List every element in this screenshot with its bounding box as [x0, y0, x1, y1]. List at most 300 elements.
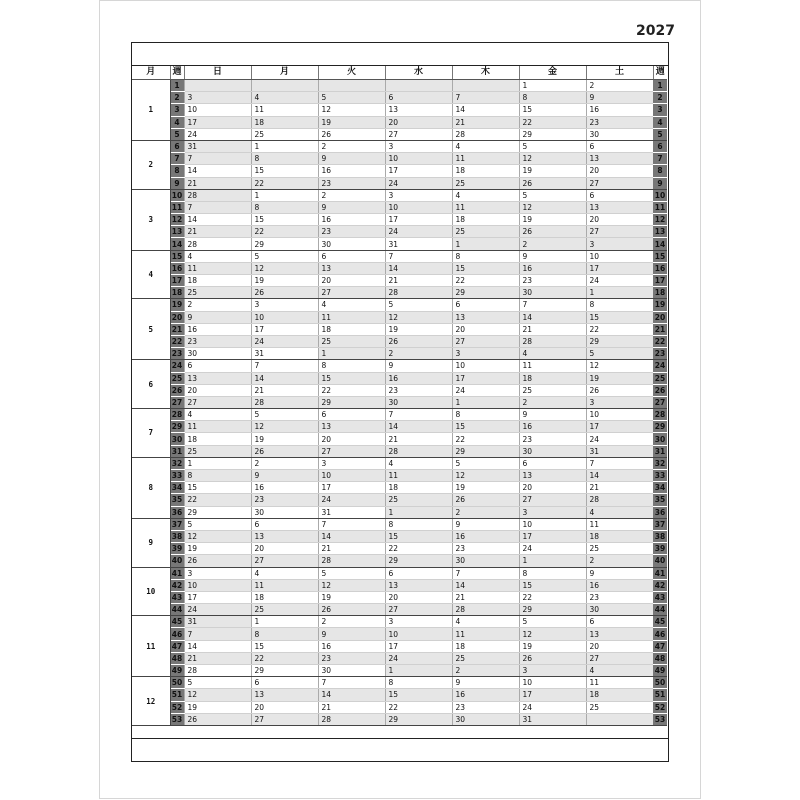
day-cell[interactable]: 1 — [452, 238, 519, 250]
day-cell[interactable]: 26 — [519, 226, 586, 238]
day-cell[interactable]: 15 — [385, 689, 452, 701]
day-cell[interactable]: 21 — [251, 384, 318, 396]
day-cell[interactable]: 21 — [452, 591, 519, 603]
day-cell[interactable]: 3 — [519, 506, 586, 518]
day-cell[interactable]: 31 — [586, 445, 653, 457]
day-cell[interactable]: 14 — [586, 470, 653, 482]
day-cell[interactable]: 5 — [251, 409, 318, 421]
day-cell[interactable]: 29 — [184, 506, 251, 518]
day-cell[interactable]: 20 — [586, 214, 653, 226]
day-cell[interactable]: 8 — [452, 409, 519, 421]
day-cell[interactable]: 5 — [519, 140, 586, 152]
day-cell[interactable]: 4 — [251, 567, 318, 579]
day-cell[interactable]: 26 — [251, 287, 318, 299]
day-cell[interactable]: 6 — [385, 92, 452, 104]
day-cell[interactable]: 13 — [385, 104, 452, 116]
day-cell[interactable]: 25 — [452, 226, 519, 238]
day-cell[interactable]: 2 — [519, 238, 586, 250]
day-cell[interactable]: 6 — [318, 409, 385, 421]
day-cell[interactable]: 28 — [586, 494, 653, 506]
day-cell[interactable]: 21 — [586, 482, 653, 494]
day-cell[interactable]: 1 — [586, 287, 653, 299]
day-cell[interactable]: 2 — [586, 80, 653, 92]
day-cell[interactable]: 1 — [251, 616, 318, 628]
day-cell[interactable]: 30 — [586, 604, 653, 616]
day-cell[interactable]: 28 — [452, 128, 519, 140]
day-cell[interactable]: 2 — [586, 555, 653, 567]
day-cell[interactable]: 20 — [251, 543, 318, 555]
day-cell[interactable]: 6 — [519, 457, 586, 469]
day-cell[interactable]: 3 — [452, 348, 519, 360]
day-cell[interactable]: 14 — [251, 372, 318, 384]
day-cell[interactable]: 7 — [251, 360, 318, 372]
day-cell[interactable]: 28 — [184, 665, 251, 677]
day-cell[interactable]: 21 — [385, 275, 452, 287]
day-cell[interactable]: 22 — [251, 226, 318, 238]
day-cell[interactable]: 3 — [184, 92, 251, 104]
day-cell[interactable]: 16 — [519, 262, 586, 274]
day-cell[interactable] — [318, 80, 385, 92]
day-cell[interactable] — [385, 80, 452, 92]
day-cell[interactable]: 5 — [385, 299, 452, 311]
day-cell[interactable] — [586, 713, 653, 725]
day-cell[interactable]: 28 — [184, 189, 251, 201]
day-cell[interactable]: 23 — [519, 433, 586, 445]
day-cell[interactable]: 16 — [318, 640, 385, 652]
day-cell[interactable]: 7 — [385, 250, 452, 262]
day-cell[interactable]: 27 — [318, 287, 385, 299]
day-cell[interactable]: 24 — [519, 701, 586, 713]
day-cell[interactable]: 26 — [318, 128, 385, 140]
day-cell[interactable]: 16 — [184, 323, 251, 335]
day-cell[interactable]: 13 — [586, 201, 653, 213]
day-cell[interactable]: 30 — [385, 396, 452, 408]
day-cell[interactable]: 20 — [452, 323, 519, 335]
day-cell[interactable]: 26 — [452, 494, 519, 506]
day-cell[interactable]: 18 — [452, 165, 519, 177]
day-cell[interactable] — [251, 80, 318, 92]
day-cell[interactable]: 4 — [184, 250, 251, 262]
day-cell[interactable]: 14 — [385, 421, 452, 433]
day-cell[interactable]: 22 — [452, 275, 519, 287]
day-cell[interactable]: 1 — [385, 665, 452, 677]
day-cell[interactable]: 11 — [452, 201, 519, 213]
day-cell[interactable]: 17 — [184, 591, 251, 603]
day-cell[interactable]: 27 — [586, 652, 653, 664]
day-cell[interactable]: 31 — [385, 238, 452, 250]
day-cell[interactable]: 23 — [385, 384, 452, 396]
day-cell[interactable]: 24 — [184, 128, 251, 140]
day-cell[interactable]: 2 — [318, 140, 385, 152]
day-cell[interactable]: 12 — [586, 360, 653, 372]
day-cell[interactable]: 23 — [452, 543, 519, 555]
day-cell[interactable]: 9 — [184, 311, 251, 323]
day-cell[interactable]: 31 — [318, 506, 385, 518]
day-cell[interactable]: 17 — [385, 640, 452, 652]
day-cell[interactable]: 10 — [385, 628, 452, 640]
day-cell[interactable]: 22 — [519, 591, 586, 603]
day-cell[interactable]: 20 — [184, 384, 251, 396]
day-cell[interactable]: 30 — [251, 506, 318, 518]
day-cell[interactable]: 24 — [318, 494, 385, 506]
day-cell[interactable]: 27 — [251, 713, 318, 725]
day-cell[interactable]: 9 — [318, 628, 385, 640]
day-cell[interactable]: 10 — [385, 153, 452, 165]
day-cell[interactable]: 9 — [586, 92, 653, 104]
day-cell[interactable]: 5 — [184, 518, 251, 530]
day-cell[interactable]: 16 — [385, 372, 452, 384]
day-cell[interactable]: 19 — [318, 116, 385, 128]
day-cell[interactable]: 16 — [586, 104, 653, 116]
day-cell[interactable]: 18 — [519, 372, 586, 384]
day-cell[interactable]: 29 — [318, 396, 385, 408]
day-cell[interactable]: 12 — [385, 311, 452, 323]
day-cell[interactable]: 13 — [586, 628, 653, 640]
day-cell[interactable]: 3 — [318, 457, 385, 469]
day-cell[interactable]: 15 — [184, 482, 251, 494]
day-cell[interactable]: 10 — [184, 104, 251, 116]
day-cell[interactable]: 20 — [251, 701, 318, 713]
day-cell[interactable]: 21 — [318, 701, 385, 713]
day-cell[interactable]: 28 — [519, 335, 586, 347]
day-cell[interactable]: 15 — [519, 579, 586, 591]
day-cell[interactable]: 11 — [184, 262, 251, 274]
day-cell[interactable]: 31 — [519, 713, 586, 725]
day-cell[interactable]: 10 — [586, 409, 653, 421]
day-cell[interactable]: 16 — [452, 530, 519, 542]
day-cell[interactable]: 4 — [385, 457, 452, 469]
day-cell[interactable]: 29 — [586, 335, 653, 347]
day-cell[interactable]: 19 — [251, 433, 318, 445]
day-cell[interactable]: 16 — [251, 482, 318, 494]
day-cell[interactable]: 19 — [452, 482, 519, 494]
day-cell[interactable]: 31 — [184, 616, 251, 628]
day-cell[interactable]: 15 — [452, 421, 519, 433]
day-cell[interactable] — [184, 80, 251, 92]
day-cell[interactable]: 5 — [452, 457, 519, 469]
day-cell[interactable]: 20 — [586, 640, 653, 652]
day-cell[interactable]: 17 — [519, 689, 586, 701]
day-cell[interactable]: 25 — [452, 652, 519, 664]
day-cell[interactable]: 22 — [184, 494, 251, 506]
day-cell[interactable]: 5 — [586, 348, 653, 360]
day-cell[interactable]: 6 — [452, 299, 519, 311]
day-cell[interactable]: 29 — [251, 665, 318, 677]
day-cell[interactable]: 3 — [251, 299, 318, 311]
day-cell[interactable]: 11 — [452, 153, 519, 165]
day-cell[interactable]: 9 — [251, 470, 318, 482]
day-cell[interactable]: 19 — [519, 214, 586, 226]
day-cell[interactable]: 21 — [519, 323, 586, 335]
day-cell[interactable]: 25 — [184, 445, 251, 457]
day-cell[interactable]: 15 — [251, 640, 318, 652]
day-cell[interactable]: 7 — [184, 153, 251, 165]
day-cell[interactable]: 7 — [586, 457, 653, 469]
day-cell[interactable]: 16 — [318, 165, 385, 177]
day-cell[interactable]: 30 — [519, 287, 586, 299]
day-cell[interactable]: 29 — [519, 604, 586, 616]
day-cell[interactable]: 27 — [184, 396, 251, 408]
day-cell[interactable]: 2 — [318, 189, 385, 201]
day-cell[interactable]: 3 — [385, 189, 452, 201]
day-cell[interactable]: 1 — [519, 555, 586, 567]
day-cell[interactable]: 24 — [385, 226, 452, 238]
day-cell[interactable]: 4 — [452, 189, 519, 201]
day-cell[interactable]: 17 — [586, 421, 653, 433]
day-cell[interactable]: 26 — [385, 335, 452, 347]
day-cell[interactable]: 6 — [184, 360, 251, 372]
day-cell[interactable]: 25 — [519, 384, 586, 396]
day-cell[interactable]: 8 — [184, 470, 251, 482]
day-cell[interactable]: 21 — [385, 433, 452, 445]
day-cell[interactable]: 4 — [184, 409, 251, 421]
day-cell[interactable]: 13 — [519, 470, 586, 482]
day-cell[interactable] — [452, 80, 519, 92]
day-cell[interactable]: 25 — [586, 701, 653, 713]
day-cell[interactable]: 13 — [586, 153, 653, 165]
day-cell[interactable]: 30 — [519, 445, 586, 457]
day-cell[interactable]: 30 — [452, 555, 519, 567]
day-cell[interactable]: 4 — [452, 616, 519, 628]
day-cell[interactable]: 7 — [318, 677, 385, 689]
day-cell[interactable]: 24 — [586, 275, 653, 287]
day-cell[interactable]: 8 — [586, 299, 653, 311]
day-cell[interactable]: 22 — [385, 543, 452, 555]
day-cell[interactable]: 23 — [251, 494, 318, 506]
day-cell[interactable]: 17 — [251, 323, 318, 335]
day-cell[interactable]: 8 — [385, 677, 452, 689]
day-cell[interactable]: 2 — [452, 665, 519, 677]
day-cell[interactable]: 4 — [251, 92, 318, 104]
day-cell[interactable]: 20 — [385, 591, 452, 603]
day-cell[interactable]: 20 — [385, 116, 452, 128]
day-cell[interactable]: 12 — [318, 104, 385, 116]
day-cell[interactable]: 12 — [184, 530, 251, 542]
day-cell[interactable]: 28 — [251, 396, 318, 408]
day-cell[interactable]: 12 — [519, 201, 586, 213]
day-cell[interactable]: 21 — [184, 226, 251, 238]
day-cell[interactable]: 10 — [519, 518, 586, 530]
day-cell[interactable]: 10 — [452, 360, 519, 372]
day-cell[interactable]: 1 — [385, 506, 452, 518]
day-cell[interactable]: 8 — [452, 250, 519, 262]
day-cell[interactable]: 10 — [251, 311, 318, 323]
day-cell[interactable]: 1 — [318, 348, 385, 360]
day-cell[interactable]: 24 — [586, 433, 653, 445]
day-cell[interactable]: 8 — [251, 628, 318, 640]
day-cell[interactable]: 24 — [519, 543, 586, 555]
day-cell[interactable]: 10 — [318, 470, 385, 482]
day-cell[interactable]: 1 — [184, 457, 251, 469]
day-cell[interactable]: 7 — [318, 518, 385, 530]
day-cell[interactable]: 25 — [251, 604, 318, 616]
day-cell[interactable]: 7 — [184, 628, 251, 640]
day-cell[interactable]: 15 — [385, 530, 452, 542]
day-cell[interactable]: 19 — [184, 701, 251, 713]
day-cell[interactable]: 27 — [519, 494, 586, 506]
day-cell[interactable]: 5 — [184, 677, 251, 689]
day-cell[interactable]: 15 — [519, 104, 586, 116]
day-cell[interactable]: 4 — [318, 299, 385, 311]
day-cell[interactable]: 24 — [452, 384, 519, 396]
day-cell[interactable]: 8 — [318, 360, 385, 372]
day-cell[interactable]: 4 — [586, 665, 653, 677]
day-cell[interactable]: 3 — [586, 238, 653, 250]
day-cell[interactable]: 29 — [251, 238, 318, 250]
day-cell[interactable]: 23 — [586, 116, 653, 128]
day-cell[interactable]: 2 — [251, 457, 318, 469]
day-cell[interactable]: 22 — [586, 323, 653, 335]
day-cell[interactable]: 10 — [385, 201, 452, 213]
day-cell[interactable]: 26 — [318, 604, 385, 616]
day-cell[interactable]: 18 — [452, 640, 519, 652]
day-cell[interactable]: 11 — [586, 518, 653, 530]
day-cell[interactable]: 29 — [452, 287, 519, 299]
day-cell[interactable]: 19 — [586, 372, 653, 384]
day-cell[interactable]: 27 — [251, 555, 318, 567]
day-cell[interactable]: 29 — [385, 555, 452, 567]
day-cell[interactable]: 4 — [586, 506, 653, 518]
day-cell[interactable]: 23 — [519, 275, 586, 287]
day-cell[interactable]: 14 — [519, 311, 586, 323]
day-cell[interactable]: 30 — [318, 238, 385, 250]
day-cell[interactable]: 3 — [385, 616, 452, 628]
day-cell[interactable]: 17 — [318, 482, 385, 494]
day-cell[interactable]: 24 — [251, 335, 318, 347]
day-cell[interactable]: 3 — [385, 140, 452, 152]
day-cell[interactable]: 26 — [251, 445, 318, 457]
day-cell[interactable]: 1 — [519, 80, 586, 92]
day-cell[interactable]: 13 — [452, 311, 519, 323]
day-cell[interactable]: 25 — [318, 335, 385, 347]
day-cell[interactable]: 24 — [184, 604, 251, 616]
day-cell[interactable]: 19 — [251, 275, 318, 287]
day-cell[interactable]: 30 — [586, 128, 653, 140]
day-cell[interactable]: 21 — [184, 652, 251, 664]
day-cell[interactable]: 9 — [385, 360, 452, 372]
day-cell[interactable]: 19 — [184, 543, 251, 555]
day-cell[interactable]: 10 — [519, 677, 586, 689]
day-cell[interactable]: 27 — [586, 226, 653, 238]
day-cell[interactable]: 2 — [452, 506, 519, 518]
day-cell[interactable]: 9 — [452, 518, 519, 530]
day-cell[interactable]: 28 — [385, 287, 452, 299]
day-cell[interactable]: 18 — [251, 116, 318, 128]
day-cell[interactable]: 11 — [251, 104, 318, 116]
day-cell[interactable]: 25 — [586, 543, 653, 555]
day-cell[interactable]: 23 — [452, 701, 519, 713]
day-cell[interactable]: 28 — [318, 713, 385, 725]
day-cell[interactable]: 26 — [184, 713, 251, 725]
day-cell[interactable]: 20 — [519, 482, 586, 494]
day-cell[interactable]: 23 — [586, 591, 653, 603]
day-cell[interactable]: 20 — [318, 275, 385, 287]
day-cell[interactable]: 2 — [318, 616, 385, 628]
day-cell[interactable]: 5 — [318, 567, 385, 579]
day-cell[interactable]: 23 — [318, 652, 385, 664]
day-cell[interactable]: 23 — [318, 226, 385, 238]
day-cell[interactable]: 22 — [251, 177, 318, 189]
day-cell[interactable]: 9 — [318, 201, 385, 213]
day-cell[interactable]: 20 — [586, 165, 653, 177]
day-cell[interactable]: 7 — [519, 299, 586, 311]
day-cell[interactable]: 11 — [586, 677, 653, 689]
day-cell[interactable]: 22 — [519, 116, 586, 128]
day-cell[interactable]: 11 — [184, 421, 251, 433]
day-cell[interactable]: 11 — [452, 628, 519, 640]
day-cell[interactable]: 27 — [385, 604, 452, 616]
day-cell[interactable]: 28 — [385, 445, 452, 457]
day-cell[interactable]: 26 — [519, 177, 586, 189]
day-cell[interactable]: 12 — [318, 579, 385, 591]
day-cell[interactable]: 10 — [184, 579, 251, 591]
day-cell[interactable]: 3 — [586, 396, 653, 408]
day-cell[interactable]: 7 — [452, 567, 519, 579]
day-cell[interactable]: 14 — [184, 165, 251, 177]
day-cell[interactable]: 16 — [452, 689, 519, 701]
day-cell[interactable]: 14 — [184, 214, 251, 226]
day-cell[interactable]: 15 — [251, 165, 318, 177]
day-cell[interactable]: 24 — [385, 652, 452, 664]
day-cell[interactable]: 5 — [519, 189, 586, 201]
day-cell[interactable]: 8 — [385, 518, 452, 530]
day-cell[interactable]: 6 — [251, 677, 318, 689]
day-cell[interactable]: 15 — [251, 214, 318, 226]
day-cell[interactable]: 15 — [586, 311, 653, 323]
day-cell[interactable]: 26 — [519, 652, 586, 664]
day-cell[interactable]: 22 — [385, 701, 452, 713]
day-cell[interactable]: 8 — [251, 201, 318, 213]
day-cell[interactable]: 7 — [385, 409, 452, 421]
day-cell[interactable]: 1 — [452, 396, 519, 408]
day-cell[interactable]: 11 — [385, 470, 452, 482]
day-cell[interactable]: 8 — [519, 92, 586, 104]
day-cell[interactable]: 11 — [318, 311, 385, 323]
day-cell[interactable]: 12 — [184, 689, 251, 701]
day-cell[interactable]: 4 — [519, 348, 586, 360]
day-cell[interactable]: 6 — [586, 140, 653, 152]
day-cell[interactable]: 14 — [318, 689, 385, 701]
day-cell[interactable]: 17 — [452, 372, 519, 384]
day-cell[interactable]: 13 — [318, 262, 385, 274]
day-cell[interactable]: 24 — [385, 177, 452, 189]
day-cell[interactable]: 30 — [318, 665, 385, 677]
day-cell[interactable]: 25 — [452, 177, 519, 189]
day-cell[interactable]: 13 — [385, 579, 452, 591]
day-cell[interactable]: 16 — [519, 421, 586, 433]
day-cell[interactable]: 7 — [452, 92, 519, 104]
day-cell[interactable]: 18 — [184, 433, 251, 445]
day-cell[interactable]: 23 — [184, 335, 251, 347]
day-cell[interactable]: 18 — [586, 530, 653, 542]
day-cell[interactable]: 15 — [452, 262, 519, 274]
day-cell[interactable]: 9 — [586, 567, 653, 579]
day-cell[interactable]: 16 — [586, 579, 653, 591]
day-cell[interactable]: 10 — [586, 250, 653, 262]
day-cell[interactable]: 1 — [251, 140, 318, 152]
day-cell[interactable]: 5 — [318, 92, 385, 104]
day-cell[interactable]: 17 — [385, 214, 452, 226]
day-cell[interactable]: 12 — [452, 470, 519, 482]
day-cell[interactable]: 17 — [385, 165, 452, 177]
day-cell[interactable]: 12 — [251, 421, 318, 433]
day-cell[interactable]: 27 — [452, 335, 519, 347]
day-cell[interactable]: 29 — [519, 128, 586, 140]
day-cell[interactable]: 25 — [184, 287, 251, 299]
day-cell[interactable]: 16 — [318, 214, 385, 226]
day-cell[interactable]: 19 — [519, 640, 586, 652]
day-cell[interactable]: 13 — [318, 421, 385, 433]
